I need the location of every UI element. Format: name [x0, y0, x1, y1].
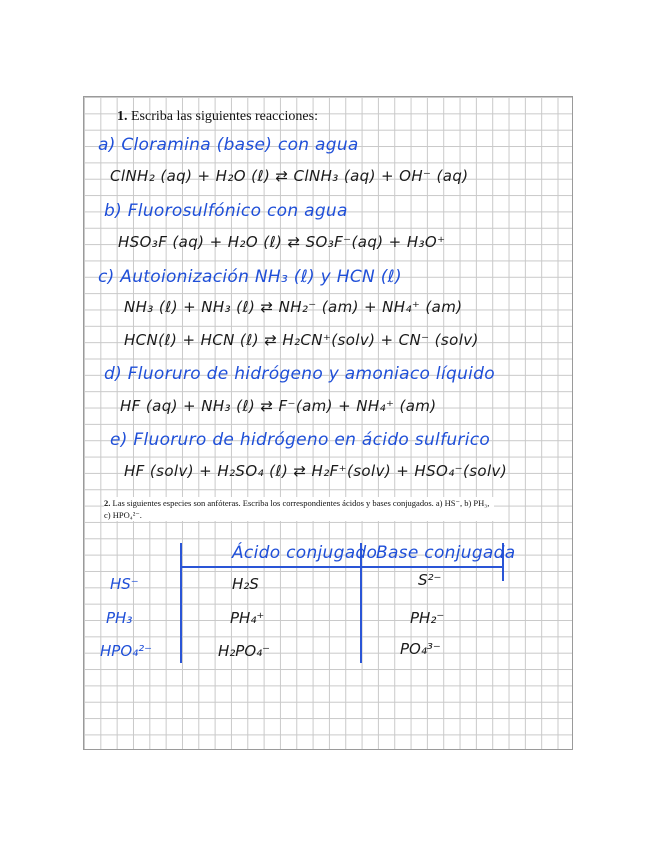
table-row-2-species: PH₃: [106, 609, 133, 627]
table-header-base: Base conjugada: [376, 543, 516, 563]
question-1-number: 1.: [117, 109, 128, 124]
table-header-acid: Ácido conjugado: [232, 543, 378, 563]
section-a-header: a) Cloramina (base) con agua: [98, 135, 359, 155]
question-2-number: 2.: [104, 498, 111, 508]
section-c-equation-2: HCN(ℓ) + HCN (ℓ) ⇄ H₂CN⁺(solv) + CN⁻ (solv): [124, 331, 479, 349]
section-e-equation: HF (solv) + H₂SO₄ (ℓ) ⇄ H₂F⁺(solv) + HSO₄⁻(solv): [124, 462, 508, 480]
table-row-3-acid: H₂PO₄⁻: [218, 642, 271, 660]
question-1-text: Escriba las siguientes reacciones:: [131, 109, 318, 124]
table-row-1-species: HS⁻: [110, 575, 139, 593]
question-2: [104, 497, 494, 521]
table-row-2-base: PH₂⁻: [410, 609, 445, 627]
table-divider-left: [180, 543, 182, 663]
table-row-1-acid: H₂S: [232, 575, 259, 593]
table-row-2-acid: PH₄⁺: [230, 609, 265, 627]
table-header-line: [180, 566, 504, 568]
table-row-3-species: HPO₄²⁻: [100, 642, 153, 660]
section-d-equation: HF (aq) + NH₃ (ℓ) ⇄ F⁻(am) + NH₄⁺ (am): [120, 397, 437, 415]
section-c-equation-1: NH₃ (ℓ) + NH₃ (ℓ) ⇄ NH₂⁻ (am) + NH₄⁺ (am): [124, 298, 463, 316]
section-b-equation: HSO₃F (aq) + H₂O (ℓ) ⇄ SO₃F⁻(aq) + H₃O⁺: [118, 233, 446, 251]
section-d-header: d) Fluoruro de hidrógeno y amoniaco líquido: [104, 364, 495, 384]
grid-paper-sheet: [83, 96, 573, 750]
table-row-3-base: PO₄³⁻: [400, 640, 441, 658]
section-c-header: c) Autoionización NH₃ (ℓ) y HCN (ℓ): [98, 267, 402, 287]
section-e-header: e) Fluoruro de hidrógeno en ácido sulfurico: [110, 430, 491, 450]
section-b-header: b) Fluorosulfónico con agua: [104, 201, 348, 221]
question-2-text: Las siguientes especies son anfóteras. Escriba los correspondientes ácidos y bases conjugados. a) HS⁻, b) PH₃, c) HPO₄²⁻.: [104, 498, 490, 520]
question-1: [117, 109, 318, 125]
table-row-1-base: S²⁻: [418, 571, 442, 589]
section-a-equation: ClNH₂ (aq) + H₂O (ℓ) ⇄ ClNH₃ (aq) + OH⁻ (aq): [110, 167, 469, 185]
